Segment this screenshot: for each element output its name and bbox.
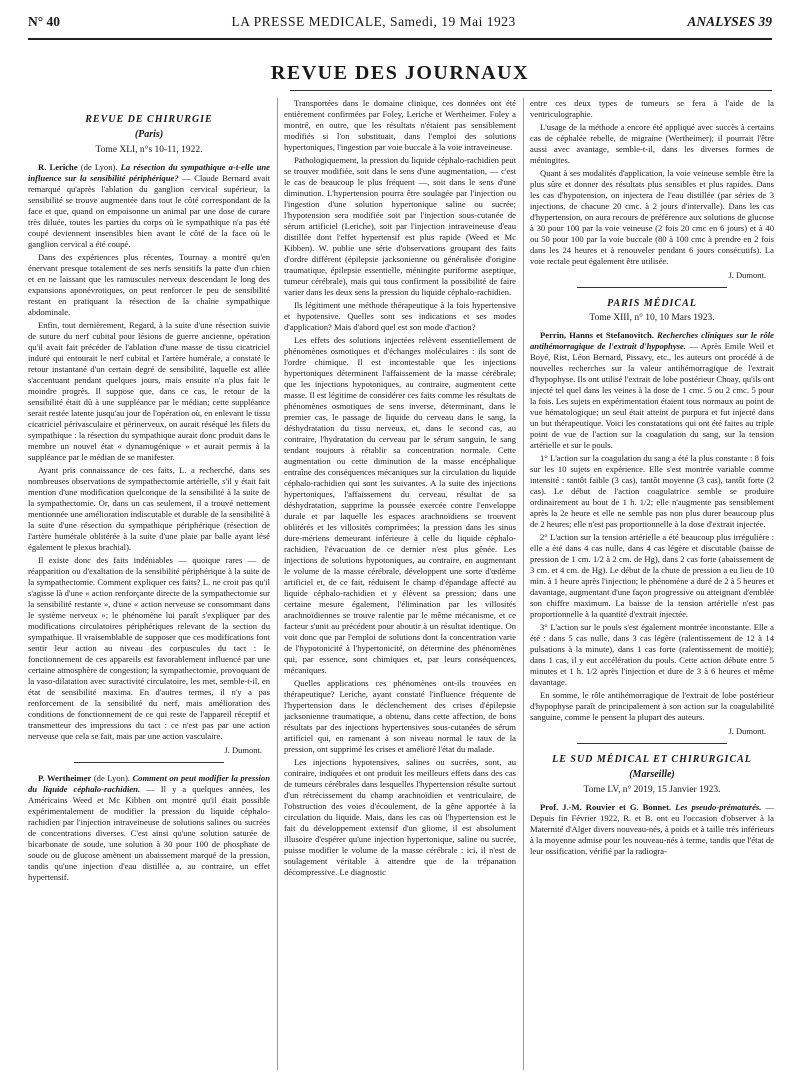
article-text: — Après Emile Weil et Boyé, Rist, Léon Bernard, Pissavy, etc., les auteurs ont procédé à de nouvelles recherches sur la valeur antihémorragique de l'extrait d'hypophyse. Ils ont utilisé l'extrait de lobe postérieur Choay, qu'ils ont injecté tel quel dans les veines à la dose de 1 cmc. 5 ou 2 cmc. 5 pour la fois. Les sujets en expérimentation étaient tous normaux au point de vue hématologique; un seul était atteint de purpura et fut injecté dans un but thérapeutique. Voici les constatations qui ont été faites au triple point de vue de l'action sur la coagulation du sang, sur la tension artérielle et sur le pouls. (530, 341, 774, 450)
article-paragraph: Ayant pris connaissance de ces faits, L. a recherché, dans ses nombreuses observations de sympathectomie artérielle, s'il y était fait mention d'une modification quelconque de la sensibilité à la suite de la sympathectomie. Or, dans un cas seulement, il a trouvé nettement mentionnée une amélioration indiscutable et durable de la sensibilité à la suite d'une résection du sympathique périphérique (résection de l'artère humérale oblitérée à la suite d'une plaie par balle ayant lésé également le plexus brachial). (28, 465, 270, 552)
article-paragraph: entre ces deux types de tumeurs se fera à l'aide de la ventriculographie. (530, 98, 774, 119)
article-paragraph: Pathologiquement, la pression du liquide céphalo-rachidien peut se trouver modifiée, soit dans le sens d'une augmentation, — c'est le cas de beaucoup le plus fréquent —, soit dans le sens d'une diminution. L'hypertension pourra être soulagée par l'injection ou l'ingestion d'une solution hypertonique saline ou sucrée; l'hypotension sera modifiée soit par l'injection sous-cutanée de sérum artificiel (Leriche), soit par l'injection intraveineuse d'eau distillée dont l'effet hypertensif est plus rapide (Weed et Mc Kibben). W. publie une série d'observations groupant des faits d'ordre différent (épilepsie jacksonienne ou généralisée d'origine traumatique, épilepsie essentielle, méningite puriforme aseptique, tumeur cérébrale), mais qui tous confirment la possibilité de faire varier dans les deux sens la pression du liquide céphalo-rachidien. (284, 155, 516, 297)
article-signature: J. Dumont. (728, 726, 766, 736)
article-text: — Il y a quelques années, les Américains Weed et Mc Kibben ont montré qu'il était possible expérimentalement de modifier la pression du liquide céphalo-rachidien par l'injection intraveineuse de solutions salines ou sucrées de concentrations diverses. C'est ainsi qu'une solution saturée de bicarbonate de soude, une solution à 30 pour 100 de phosphate de soude ou de glucose amènent un abaissement marqué de la pression, tandis qu'une injection d'eau distillée a, au contraire, un effet hypertensif. (28, 784, 270, 882)
article-signature: J. Dumont. (728, 270, 766, 280)
column-separator (523, 98, 524, 1070)
article-divider (577, 743, 727, 744)
article-paragraph: Dans des expériences plus récentes, Tournay a montré qu'en énervant presque totalement de ses nerfs sensitifs la patte d'un chien et en ne laissant que les ramuscules nerveux descendant le long des expansions aponévrotiques, on peut renforcer le peu de sensibilité restant en pratiquant la résection de la chaîne sympathique abdominale. (28, 252, 270, 317)
journal-city: (Paris) (134, 129, 164, 140)
article-paragraph: 1° L'action sur la coagulation du sang a été la plus constante : 8 fois sur les 10 sujets en expérience. Elle s'est montrée variable comme intensité : tantôt faible (3 cas), tantôt moyenne (3 cas), tantôt forte (2 cas). Le début de l'action coagulatrice semble se produire ordinairement au bout de 1 h. 1/2; elle n'augmente pas sensiblement après la 2e heure et elle ne semble pas non plus durer beaucoup plus de 2 heures; elle n'est pas proportionnelle à la dose d'extrait injectée. (530, 453, 774, 529)
article-author: Prof. J.-M. Rouvier et G. Bonnet. (540, 802, 672, 812)
article-place: (de Lyon). (77, 162, 121, 172)
article-author: R. Leriche (38, 162, 78, 172)
page-title: REVUE DES JOURNAUX (270, 62, 530, 84)
journal-volume: Tome XLI, n°s 10-11, 1922. (95, 145, 203, 155)
article-author: Perrin, Hanns et Stefanovitch. (540, 330, 654, 340)
article-title: Recherches cliniques sur le rôle antihémorragique de l'extrait d'hypophyse. (530, 330, 774, 351)
article-paragraph (530, 802, 774, 857)
article-paragraph (530, 330, 774, 451)
article-author: P. Wertheimer (38, 773, 92, 783)
article-title: Comment on peut modifier la pression du liquide céphalo-rachidien. (28, 773, 270, 794)
page-header (28, 14, 772, 40)
article-paragraph: Enfin, tout dernièrement, Regard, à la suite d'une résection suivie de suture du nerf cubital pour lésions de guerre ancienne, opération qu'il avait fait précéder de l'ablation d'une masse de tissu cicatriciel induré qui entourait le nerf cubital et l'artère humérale, a constaté le retour instantané d'un certain degré de sensibilité, laquelle est allée s'accentuant pendant quelques jours, mais ensuite n'a plus fait le moindre progrès. Il suppose que, dans ce cas, le retour de la sensibilité était dû à une suppléance par le médian; cette suppléance serait restée latente jusqu'au jour de l'opération où, en enlevant le tissu cicatriciel périvasculaire et périnerveux, on aurait réséqué les filets du sympathique : la résection du sympathique aurait donc produit dans le membre un nouvel état « dynamogénique » et aurait permis à la suppléance par le médian de se manifester. (28, 320, 270, 462)
article-place: (de Lyon). (91, 773, 133, 783)
article-paragraph: 3° L'action sur le pouls s'est également montrée inconstante. Elle a été : dans 5 cas nulle, dans 3 cas légère (ralentissement de 12 à 14 pulsations à la minute), dans 1 cas forte (ralentissement de moitié); dans 1 cas, il y eut accélération du pouls. Cette action débute entre 5 minutes et 1 h. 1/2 après l'injection et dure de 3 à 6 heures et même davantage. (530, 622, 774, 687)
title-rule (290, 90, 772, 91)
article-title: Les pseudo-prématurés. (671, 802, 762, 812)
article-text: — Depuis fin Février 1922, R. et B. ont eu l'occasion d'observer à la Maternité d'Alger divers nouveau-nés, à poids et à taille très inférieurs à la moyenne admise pour les nouveau-nés à terme, tandis que l'état de leur ossification, vérifié par la radiogra- (530, 802, 774, 856)
article-paragraph: Les injections hypotensives, salines ou sucrées, sont, au contraire, indiquées et ont produit les meilleurs effets dans des cas de tumeurs cérébrales dans lesquelles l'hypertension résulte surtout d'un rétrécissement du champ arachnoïdien et ventriculaire, de l'obstruction des voies d'écoulement, de la gêne apportée à la circulation du liquide. Mais, dans les cas où l'hypertension est le fait du développement extensif d'un gliome, il est absolument illusoire d'espérer qu'une injection hypertonique, saline ou sucrée, puisse modifier le volume de la masse cérébrale : ici, il n'est de soulagement véritable à attendre que de la trépanation décompressive. Le diagnostic (284, 757, 516, 877)
article-paragraph: Transportées dans le domaine clinique, ces données ont été entièrement confirmées par Foley, Leriche et Wertheimer. Foley a montré, en outre, que les résultats n'étaient pas sensiblement modifiés si l'on substituait, dans l'emploi des solutions hypertoniques, l'ingestion par voie buccale à la voie intraveineuse. (284, 98, 516, 152)
journal-volume: Tome XIII, n° 10, 10 Mars 1923. (589, 313, 715, 323)
article-title: La résection du sympathique a-t-elle une influence sur la sensibilité périphérique? (28, 162, 270, 183)
article-paragraph (28, 162, 270, 250)
article-paragraph: L'usage de la méthode a encore été appliqué avec succès à certains cas de céphalée rebelle, de migraine (Wertheimer); il pourrait l'être aussi avec avantage, semble-t-il, dans les diverses formes de méningites. (530, 122, 774, 165)
article-paragraph: Quelles applications ces phénomènes ont-ils trouvées en thérapeutique? Leriche, ayant constaté l'influence fréquente de l'hypertension dans le déclenchement des crises d'épilepsie jacksonienne traumatique, a obtenu, dans cette affection, de bons résultats par des injections hypertensives sous-cutanées de sérum artificiel qui, en ramenant à son niveau normal le taux de la pression, ont supprimé les crises et amélioré l'état du malade. (284, 678, 516, 754)
article-signature: J. Dumont. (224, 745, 262, 755)
article-paragraph: Il existe donc des faits indéniables — quoique rares — de réapparition ou d'exaltation de la sensibilité périphérique à la suite de la sympathectomie. Comment expliquer ces faits? L. ne croit pas qu'il s'agisse là d'une « action renforçante directe de la sympathectomie sur la sensibilité restante », d'une « action nerveuse se consommant dans le système nerveux »; le phénomène lui paraît s'expliquer par des modifications circulatoires périphériques relevant de la section du sympathique. Il vraisemblable de supposer que ces modifications font sentir leur action au niveau des corpuscules du tact : le fonctionnement de ces appareils est favorablement influencé par une certaine atmosphère de congestion; la sympathectomie, provoquant de la vaso-dilatation avec suractivité circulatoire, les met, semble-t-il, en état de sensibilité maxima. En d'autres termes, il n'y a pas renforcement de la sensibilité du nerf, mais amélioration des conditions de fonctionnement de ce qui reste de l'appareil réceptif et transmetteur des impressions du tact : ce n'est pas par une action nerveuse que cela se fait, mais par une action vasculaire. (28, 555, 270, 741)
journal-name: LE SUD MÉDICAL ET CHIRURGICAL (552, 754, 752, 765)
journal-city: (Marseille) (629, 769, 675, 780)
journal-name: PARIS MÉDICAL (607, 298, 697, 309)
article-paragraph: En somme, le rôle antihémorragique de l'extrait de lobe postérieur d'hypophyse paraît de principalement à son action sur la coagulabilité sanguine, comme le pensent la plupart des auteurs. (530, 690, 774, 722)
running-title: LA PRESSE MEDICALE, Samedi, 19 Mai 1923 (231, 14, 516, 29)
article-text: — Claude Bernard avait remarqué qu'après l'ablation du ganglion cervical supérieur, la sensibilité se trouve augmentée dans tout le côté correspondant de la face et que, quand on empoisonne un animal par une dose de curare très diluée, toutes les parties du corps où le sympathique n'a pas été coupé deviennent insensibles bien avant le côté de la face où le ganglion cervical a été coupé. (28, 173, 270, 249)
journal-name: REVUE DE CHIRURGIE (85, 114, 213, 125)
article-divider (577, 287, 727, 288)
column-3 (530, 98, 774, 1072)
column-separator (277, 98, 278, 1070)
article-paragraph: 2° L'action sur la tension artérielle a été beaucoup plus irrégulière : elle a été dans 4 cas nulle, dans 4 cas légère et discutable (baisse de pression de 1 cm. 1/2 à 2 cm. de Hg), dans 2 cas forte (abaissement de 3 cm. et 4 cm. de Hg). Le début de la chute de pression a eu lieu de 10 min. à 1 heure après l'injection; le phénomène a duré de 2 à 5 heures et davantage, augmentant d'une façon progressive ou atteignant d'emblée son chiffre maximum. La baisse de la tension artérielle n'est pas proportionnelle à la quantité d'extrait injectée. (530, 532, 774, 619)
column-1 (28, 98, 270, 1072)
page-number: N° 40 (28, 14, 61, 29)
article-paragraph (28, 773, 270, 883)
section-label: ANALYSES 39 (687, 14, 772, 29)
article-paragraph: Quant à ses modalités d'application, la voie veineuse semble être la plus sûre et donner des résultats plus sensibles et plus rapides. Dans les cas d'hypotension, on injectera de l'eau distillée (par séries de 3 injections, de chacune 20 cmc. à 2 jours d'intervalle). Dans les cas d'hypertension, on aura recours de préférence aux solutions de glucose à 30 pour 100 par la voie veineuse (2 fois 20 cmc en 6 jours) et à 40 ou 50 pour 100 par la voie buccale (80 à 100 cmc à prendre en 2 fois dans les 24 heures et à renouveler pendant 6 jours consécutifs). La voie rectale peut également être utilisée. (530, 168, 774, 266)
article-paragraph: Ils légitiment une méthode thérapeutique à la fois hypertensive et hypotensive. Quelles sont ses indications et ses modes d'application? Mais d'abord quel est son mode d'action? (284, 300, 516, 332)
article-paragraph: Les effets des solutions injectées relèvent essentiellement de phénomènes osmotiques et d'échanges moléculaires : ils sont de l'ordre chimique. Il est incontestable que les injections hypertoniques déterminent l'affaissement de la masse cérébrale; que les injections hypotoniques, au contraire, augmentent cette masse. Il est légitime de considérer ces faits comme les résultats de phénomènes osmotiques de sens inverse, déterminant, dans le premier cas, le passage de liquide du cerveau dans le sang, la déshydratation du tissu nerveux, et, dans le second cas, au contraire, l'hydratation du cerveau par le sérum sanguin, le sang tendant toujours à rétablir sa concentration normale. Cette augmentation ou cette diminution de la masse encéphalique entraîne des conséquences mécaniques sur la circulation du liquide céphalo-rachidien qui sont les suivantes. A la suite des injections hypertoniques, l'affaissement du cerveau, résultat de sa déshydratation, supprime la poussée exercée contre l'enveloppe durale et par laquelle les espaces arachnoïdiens se trouvent oblitérés et les villosités comprimées; la pression dans les sinus dure-mériens demeurant inférieure à celle du liquide céphalo-rachidien, l'évacuation de ce dernier n'est plus gênée. Les injections de solutions hypotoniques, au contraire, en augmentant le volume de la masse cérébrale, développent une sorte d'œdème artificiel et, de ce fait, réduisent le champ d'épandage affecté au liquide céphalo-rachidien et y élèvent sa pression; dans une certaine mesure également, l'élimination par les villosités arachnoïdiennes se trouve ralentie par le même mécanisme, et ce facteur s'unit au précédent pour aboutir à un résultat identique. On voit donc que par l'emploi de solutions dont la concentration varie de l'hypotonicité à l'hypertonicité, on détermine des phénomènes qui, par essence, sont chimiques et, par leurs conséquences, mécaniques. (284, 335, 516, 675)
article-divider (74, 762, 224, 763)
column-2 (284, 98, 516, 1072)
journal-volume: Tome LV, n° 2019, 15 Janvier 1923. (583, 785, 721, 795)
